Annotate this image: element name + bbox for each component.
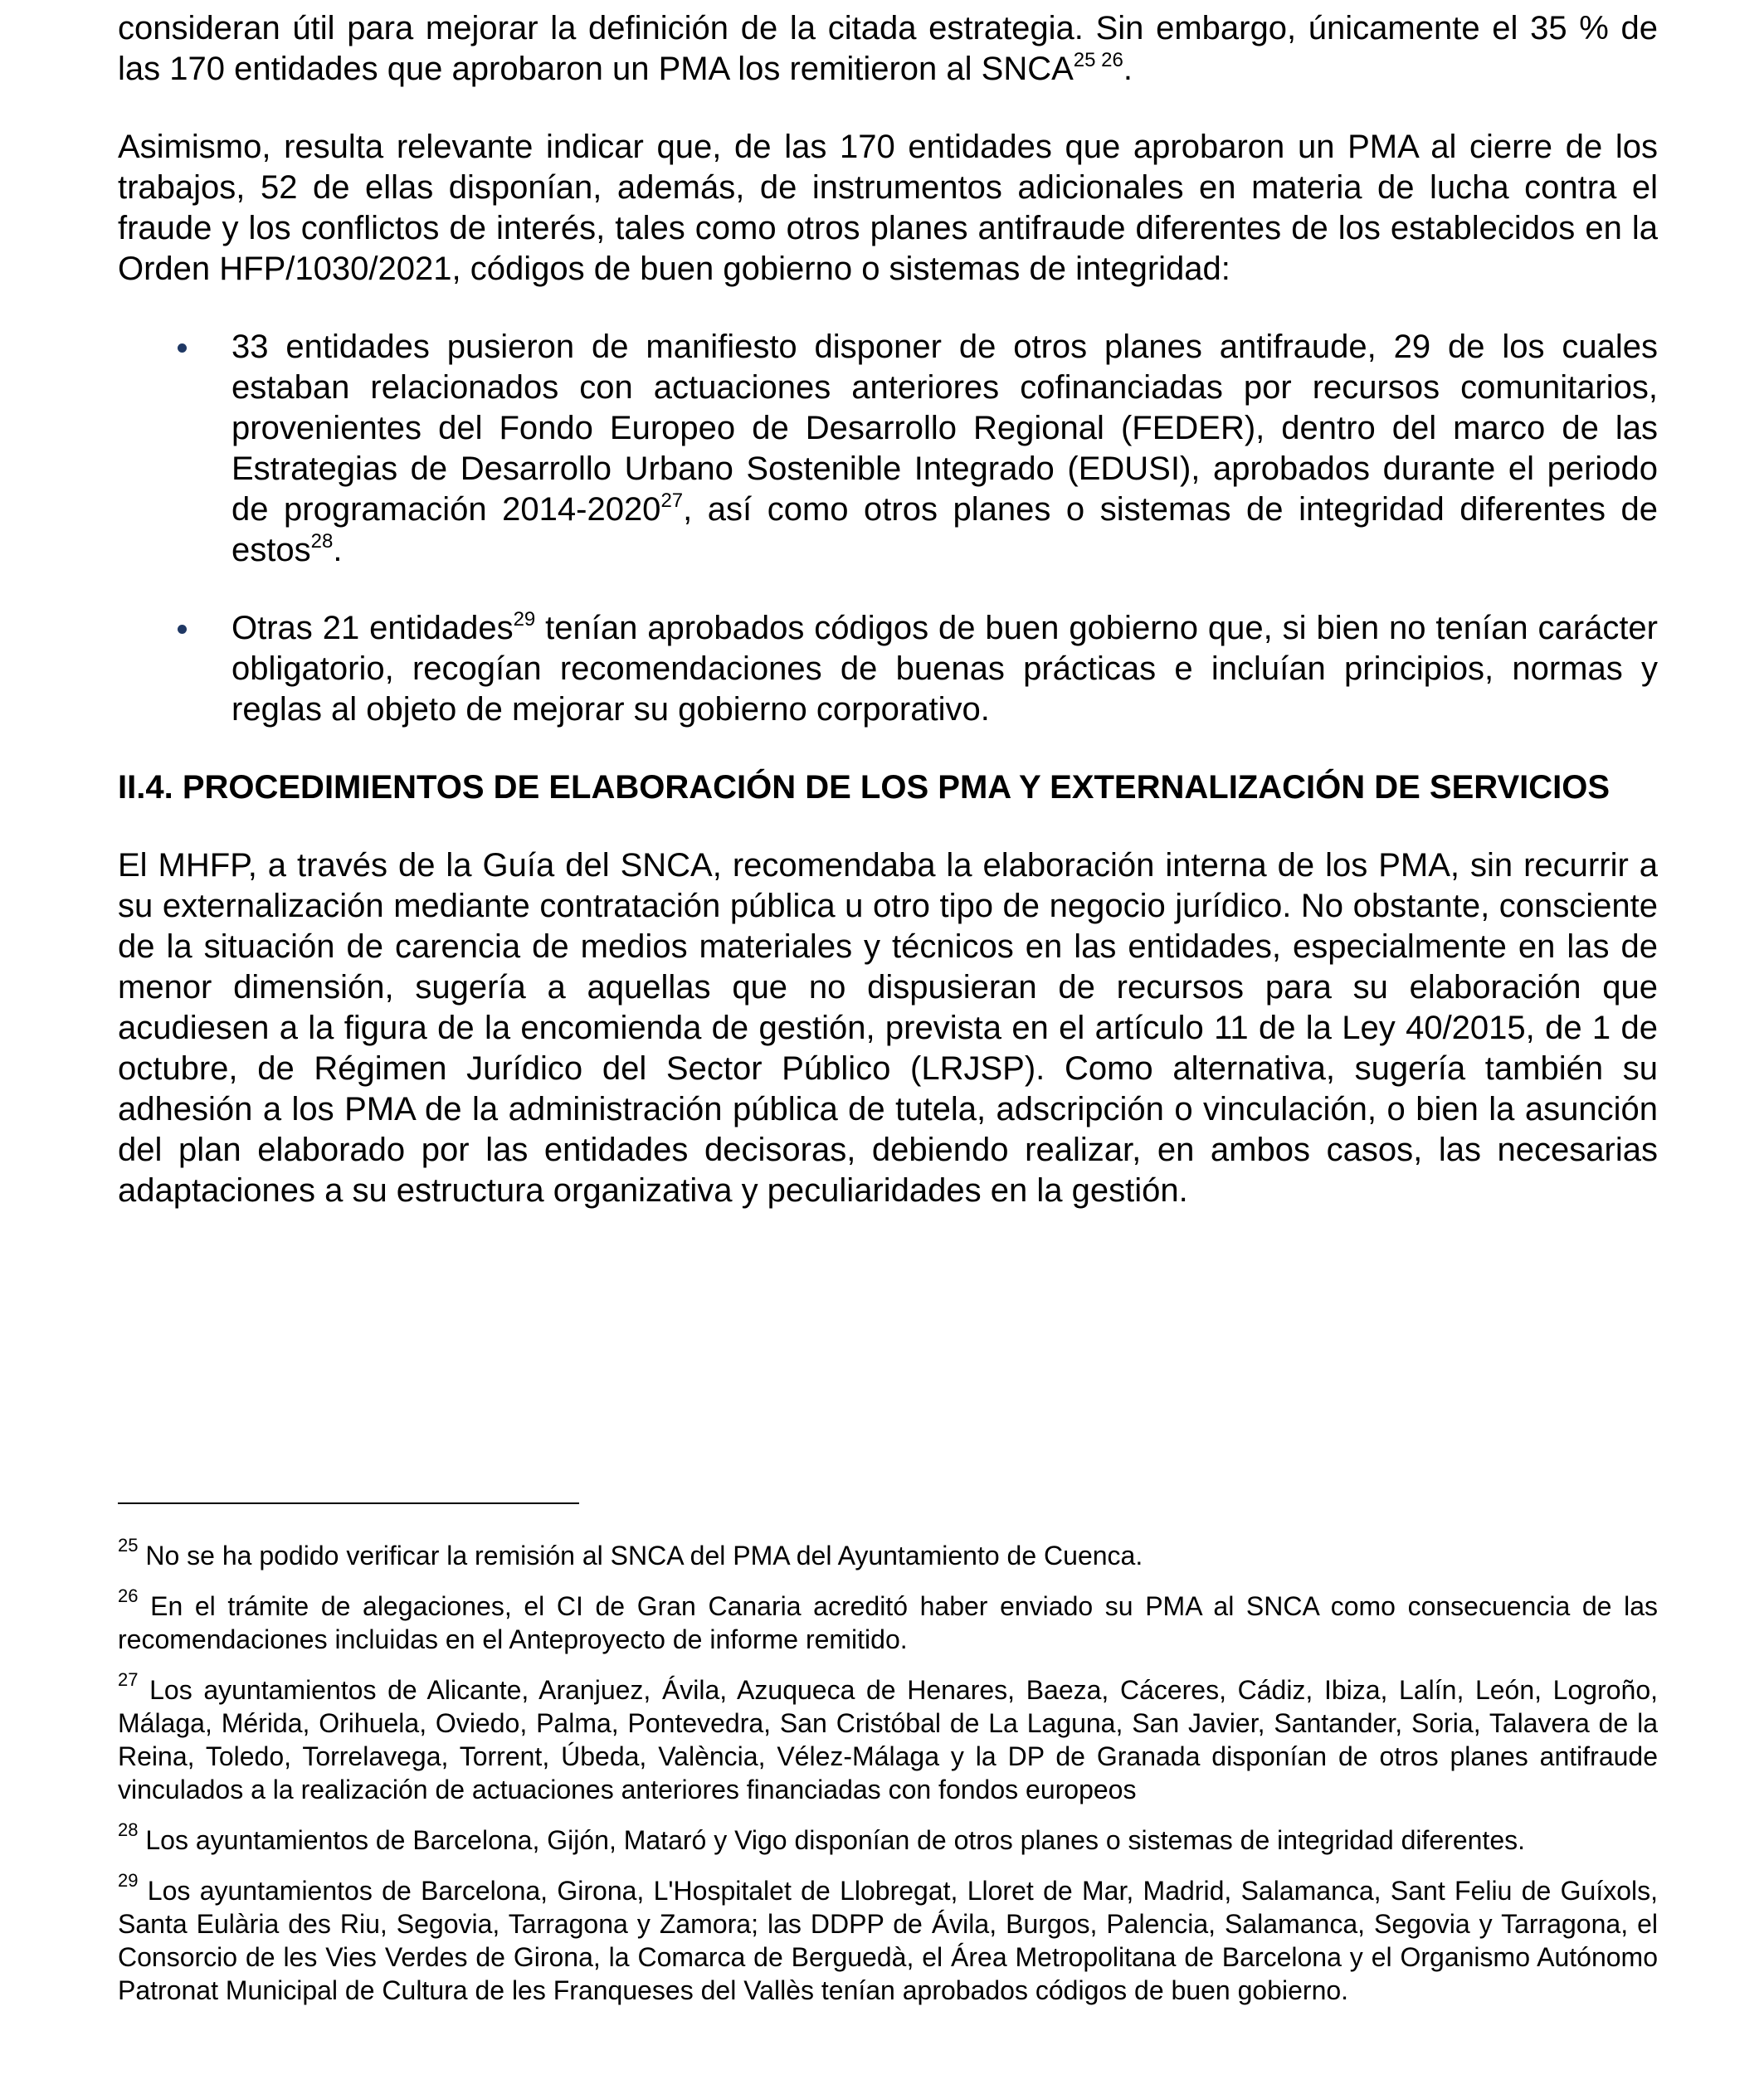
bullet-text-part: , así como otros planes o sistemas de integridad diferentes de estos: [231, 491, 1659, 568]
bullet-item-codigos-buen-gobierno: [118, 608, 1658, 730]
footnote-number: 27: [118, 1669, 139, 1691]
intro-end: .: [1123, 51, 1133, 87]
document-page: [118, 0, 1658, 1211]
bullet-text: [231, 608, 1658, 730]
section-heading: II.4. PROCEDIMIENTOS DE ELABORACIÓN DE LOS PMA Y EXTERNALIZACIÓN DE SERVICIOS: [118, 769, 1611, 806]
footnote-26: [118, 1585, 1658, 1656]
footnote-ref-28[interactable]: 28: [310, 529, 334, 553]
footnote-number: 26: [118, 1585, 139, 1607]
footnote-27: [118, 1669, 1658, 1806]
bullet-item-otros-planes: [118, 327, 1658, 571]
bullet-icon: [178, 625, 187, 634]
footnote-text: En el trámite de alegaciones, el CI de Gran Canaria acreditó haber enviado su PMA al SNCA como consecuencia de las recomendaciones incluidas en el Anteproyecto de informe remitido.: [118, 1591, 1658, 1654]
asimismo-paragraph: Asimismo, resulta relevante indicar que, de las 170 entidades que aprobaron un PMA al cierre de los trabajos, 52 de ellas disponían, además, de instrumentos adicionales en materia de lucha contra el fraude y los conflictos de interés, tales como otros planes antifraude diferentes de los establecidos en la Orden HFP/1030/2021, códigos de buen gobierno o sistemas de integridad:: [118, 129, 1658, 287]
intro-paragraph: [118, 8, 1658, 90]
bullet-text-part: Otras 21 entidades: [231, 610, 514, 646]
footnote-ref-27[interactable]: 27: [660, 489, 684, 512]
section-paragraph: El MHFP, a través de la Guía del SNCA, recomendaba la elaboración interna de los PMA, sin recurrir a su externalización mediante contratación pública u otro tipo de negocio jurídico. No obstante, consciente de la situación de carencia de medios materiales y técnicos en las entidades, especialmente en las de menor dimensión, sugería a aquellas que no dispusieran de recursos para su elaboración que acudiesen a la figura de la encomienda de gestión, prevista en el artículo 11 de la Ley 40/2015, de 1 de octubre, de Régimen Jurídico del Sector Público (LRJSP). Como alternativa, sugería también su adhesión a los PMA de la administración pública de tutela, adscripción o vinculación, o bien la asunción del plan elaborado por las entidades decisoras, debiendo realizar, en ambos casos, las necesarias adaptaciones a su estructura organizativa y peculiaridades en la gestión.: [118, 847, 1658, 1209]
bullet-text-part: 33 entidades pusieron de manifiesto disponer de otros planes antifraude, 29 de los cuales estaban relacionados con actuaciones anteriores cofinanciadas por recursos comunitarios, provenientes del Fondo Europeo de Desarrollo Regional (FEDER), dentro del marco de las Estrategias de Desarrollo Urbano Sostenible Integrado (EDUSI), aprobados durante el periodo de programación 2014-2020: [231, 329, 1658, 528]
footnote-text: No se ha podido verificar la remisión al SNCA del PMA del Ayuntamiento de Cuenca.: [138, 1541, 1143, 1570]
footnote-number: 28: [118, 1819, 139, 1841]
footnote-number: 29: [118, 1870, 139, 1892]
footnote-29: [118, 1870, 1658, 2007]
footnote-ref-29[interactable]: 29: [513, 607, 536, 631]
intro-text: consideran útil para mejorar la definición de la citada estrategia. Sin embargo, únicamente el 35 % de las 170 entidades que aprobaron un PMA los remitieron al SNCA: [118, 10, 1658, 87]
footnote-text: Los ayuntamientos de Barcelona, Girona, L'Hospitalet de Llobregat, Lloret de Mar, Madrid, Salamanca, Sant Feliu de Guíxols, Santa Eulària des Riu, Segovia, Tarragona y Zamora; las DDPP de Ávila, Burgos, Palencia, Salamanca, Segovia y Tarragona, el Consorcio de les Vies Verdes de Girona, la Comarca de Berguedà, el Área Metropolitana de Barcelona y el Organismo Autónomo Patronat Municipal de Cultura de les Franqueses del Vallès tenían aprobados códigos de buen gobierno.: [118, 1876, 1658, 2005]
footnotes: [118, 1535, 1658, 2024]
bullet-list: [118, 327, 1658, 730]
bullet-text: [231, 327, 1658, 571]
footnote-text: Los ayuntamientos de Alicante, Aranjuez, Ávila, Azuqueca de Henares, Baeza, Cáceres, Cádiz, Ibiza, Lalín, León, Logroño, Málaga, Mérida, Orihuela, Oviedo, Palma, Pontevedra, San Cristóbal de La Laguna, San Javier, Santander, Soria, Talavera de la Reina, Toledo, Torrelavega, Torrent, Úbeda, València, Vélez-Málaga y la DP de Granada disponían de otros planes antifraude vinculados a la realización de actuaciones anteriores financiadas con fondos europeos: [118, 1675, 1658, 1804]
footnote-text: Los ayuntamientos de Barcelona, Gijón, Mataró y Vigo disponían de otros planes o sistemas de integridad diferentes.: [138, 1825, 1525, 1855]
footnote-number: 25: [118, 1535, 139, 1556]
footnote-separator: [118, 1502, 579, 1504]
footnote-ref-25-26[interactable]: 25 26: [1073, 48, 1123, 71]
bullet-text-part: tenían aprobados códigos de buen gobierno que, si bien no tenían carácter obligatorio, recogían recomendaciones de buenas prácticas e incluían principios, normas y reglas al objeto de mejorar su gobierno corporativo.: [231, 610, 1658, 728]
footnote-28: [118, 1819, 1658, 1857]
bullet-icon: [178, 343, 187, 353]
bullet-text-part: .: [333, 532, 343, 568]
footnote-25: [118, 1535, 1658, 1572]
